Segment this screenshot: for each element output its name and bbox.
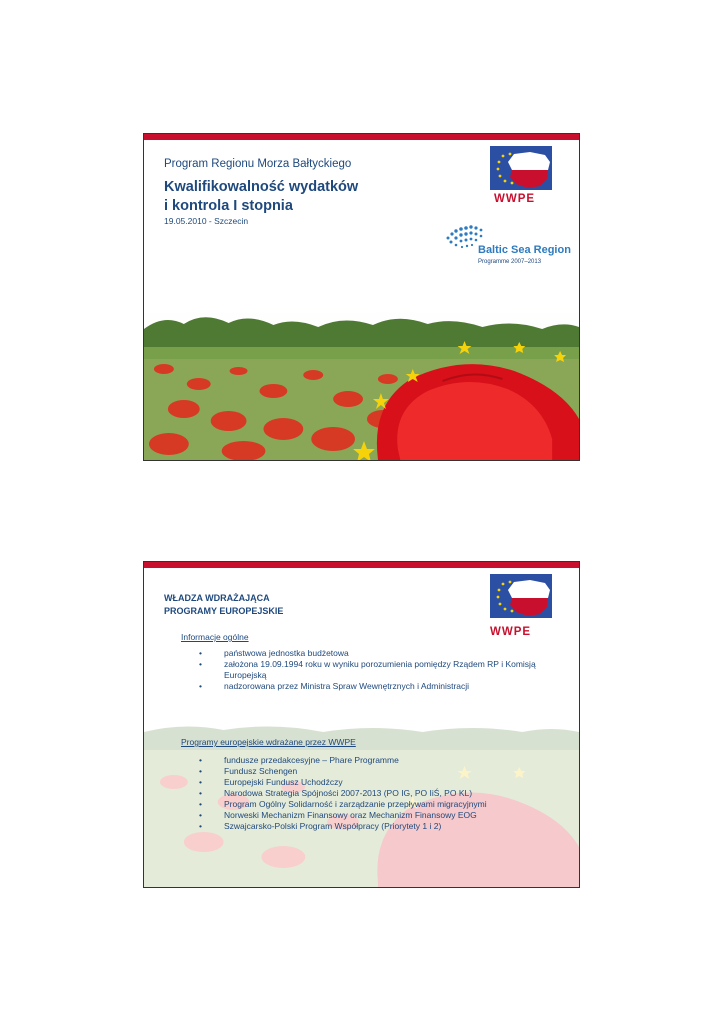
wwpe-logo-text: WWPE <box>494 193 536 205</box>
wwpe-logo-text: WWPE <box>490 626 532 638</box>
list-item: • Fundusz Schengen <box>199 766 574 777</box>
list-item: • fundusze przedakcesyjne – Phare Programme <box>199 755 574 766</box>
list-item: • państwowa jednostka budżetowa <box>199 648 574 659</box>
slide-top-bar <box>144 562 579 568</box>
section-title-general-info: Informacje ogólne <box>181 632 249 642</box>
slide-title <box>164 178 358 216</box>
slide-title-line: Kwalifikowalność wydatków <box>164 179 359 195</box>
slide-title-line: i kontrola I stopnia <box>164 198 293 214</box>
list-item: • Szwajcarsko-Polski Program Współpracy (Priorytety 1 i 2) <box>199 821 574 832</box>
bsr-logo-programme: Programme 2007–2013 <box>478 259 542 265</box>
wwpe-logo <box>490 574 570 638</box>
programs-list <box>199 755 574 832</box>
slide-subtitle: Program Regionu Morza Bałtyckiego <box>164 158 352 170</box>
section-title-programs: Programy europejskie wdrażane przez WWPE <box>181 737 356 747</box>
eu-poland-flag-icon <box>490 574 552 618</box>
slide-top-bar <box>144 134 579 140</box>
poppy-field-image <box>144 309 579 461</box>
list-item: • nadzorowana przez Ministra Spraw Wewnętrznych i Administracji <box>199 681 574 692</box>
title-slide <box>143 133 580 461</box>
baltic-sea-region-logo <box>444 220 579 272</box>
general-info-list <box>199 648 574 692</box>
wwpe-logo <box>490 146 570 210</box>
list-item: • założona 19.09.1994 roku w wyniku porozumienia pomiędzy Rządem RP i Komisją Europejską <box>199 659 574 681</box>
slide-date: 19.05.2010 - Szczecin <box>164 216 249 226</box>
list-item: • Norweski Mechanizm Finansowy oraz Mechanizm Finansowy EOG <box>199 810 574 821</box>
list-item: • Narodowa Strategia Spójności 2007-2013 (PO IG, PO IiŚ, PO KL) <box>199 788 574 799</box>
info-slide <box>143 561 580 888</box>
bsr-logo-name: Baltic Sea Region <box>478 244 571 256</box>
slide-heading-line: PROGRAMY EUROPEJSKIE <box>164 606 284 616</box>
list-item: • Europejski Fundusz Uchodźczy <box>199 777 574 788</box>
list-item: • Program Ogólny Solidarność i zarządzanie przepływami migracyjnymi <box>199 799 574 810</box>
slide-heading <box>164 592 283 618</box>
eu-poland-flag-icon <box>490 146 552 190</box>
slide-heading-line: WŁADZA WDRAŻAJĄCA <box>164 593 270 603</box>
